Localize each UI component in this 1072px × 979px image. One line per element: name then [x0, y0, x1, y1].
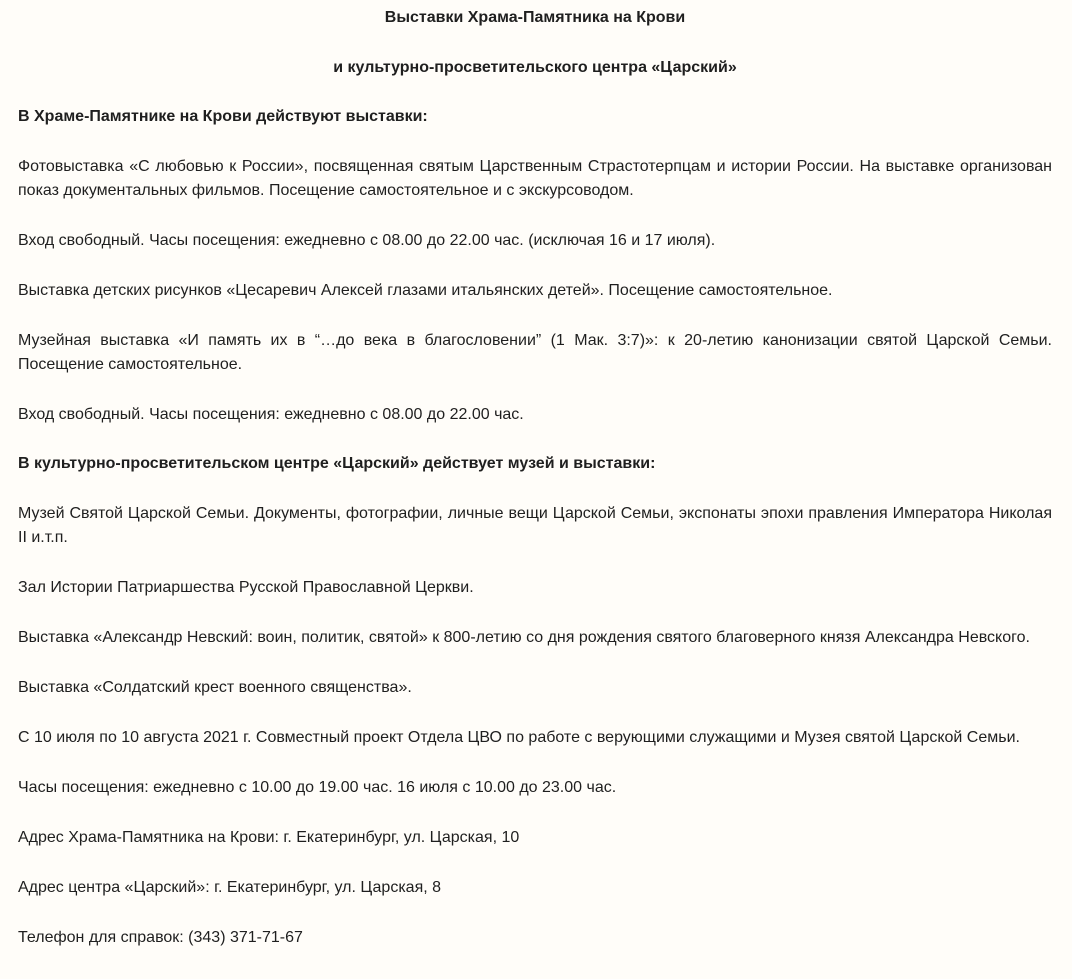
- section-heading-center: В культурно-просветительском центре «Царский» действует музей и выставки:: [18, 455, 656, 472]
- paragraph-entry-hours-1: Вход свободный. Часы посещения: ежедневно с 08.00 до 22.00 час. (исключая 16 и 17 июля).: [18, 232, 716, 249]
- paragraph-patriarchate-hall: Зал Истории Патриаршества Русской Православной Церкви.: [18, 579, 474, 596]
- document-title-line-2: и культурно-просветительского центра «Царский»: [333, 59, 737, 76]
- paragraph-alexander-nevsky: Выставка «Александр Невский: воин, политик, святой» к 800-летию со дня рождения святого благоверного князя Александра Невского.: [18, 629, 1030, 646]
- paragraph-center-address: Адрес центра «Царский»: г. Екатеринбург, ул. Царская, 8: [18, 879, 442, 896]
- paragraph-children-drawings: Выставка детских рисунков «Цесаревич Алексей глазами итальянских детей». Посещение самостоятельное.: [18, 282, 833, 299]
- paragraph-joint-project: С 10 июля по 10 августа 2021 г. Совместный проект Отдела ЦВО по работе с верующими служащими и Музея святой Царской Семьи.: [18, 729, 1020, 746]
- paragraph-entry-hours-2: Вход свободный. Часы посещения: ежедневно с 08.00 до 22.00 час.: [18, 406, 524, 423]
- paragraph-photo-exhibition: Фотовыставка «С любовью к России», посвященная святым Царственным Страстотерпцам и истории России. На выставке организован показ документальных фильмов. Посещение самостоятельное и с экскурсоводом.: [18, 158, 1052, 199]
- paragraph-phone: Телефон для справок: (343) 371-71-67: [18, 929, 303, 946]
- paragraph-soldier-cross: Выставка «Солдатский крест военного священства».: [18, 679, 412, 696]
- document-title-line-1: Выставки Храма-Памятника на Крови: [384, 9, 686, 26]
- section-heading-church: В Храме-Памятнике на Крови действуют выставки:: [18, 108, 428, 125]
- paragraph-museum-royal-family: Музей Святой Царской Семьи. Документы, фотографии, личные вещи Царской Семьи, экспонаты эпохи правления Императора Николая II и.т.п.: [18, 505, 1052, 546]
- paragraph-church-address: Адрес Храма-Памятника на Крови: г. Екатеринбург, ул. Царская, 10: [18, 829, 520, 846]
- paragraph-museum-exhibition: Музейная выставка «И память их в “…до века в благословении” (1 Мак. 3:7)»: к 20-летию канонизации святой Царской Семьи. Посещение самостоятельное.: [18, 332, 1052, 373]
- paragraph-visiting-hours: Часы посещения: ежедневно с 10.00 до 19.00 час. 16 июля с 10.00 до 23.00 час.: [18, 779, 617, 796]
